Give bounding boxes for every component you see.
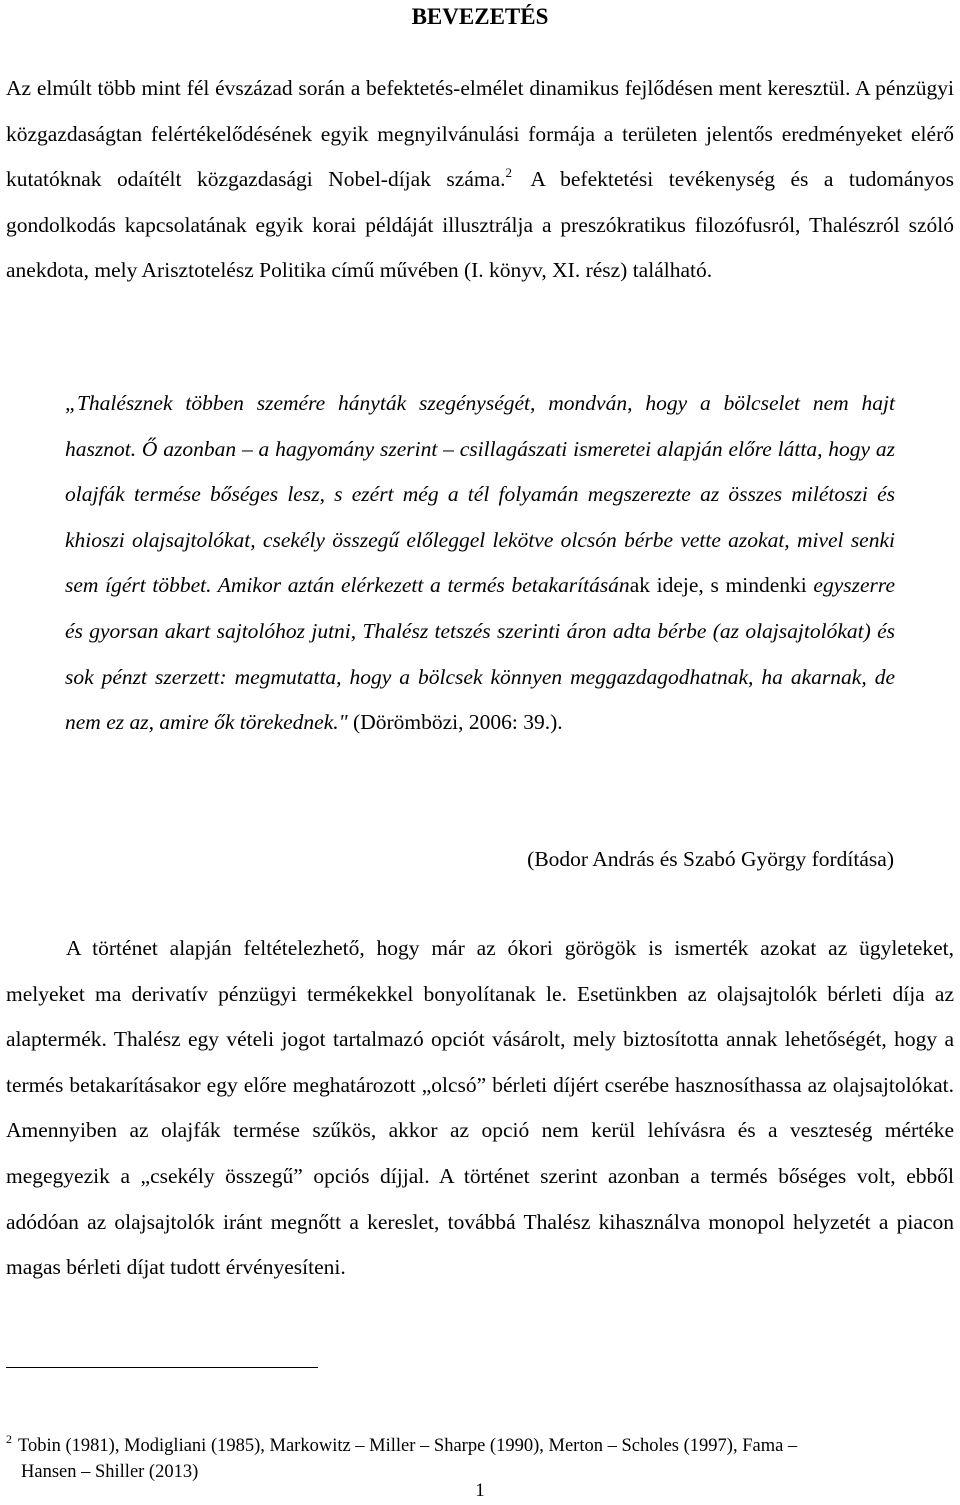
chapter-heading: BEVEZETÉS xyxy=(411,4,549,29)
quote-citation: (Dörömbözi, 2006: 39.). xyxy=(347,710,563,735)
quote-italic-part-1: „Thalésznek többen szemére hányták szegénységét, mondván, hogy a bölcselet nem hajt hasznot. Ő azonban – a hagyomány szerint – csillagászati ismeretei alapján előre látta, hogy az olajfák termése bőséges lesz, s ezért még a tél folyamán megszerezte az összes milétoszi és khioszi olajsajtolókat, csekély összegű előleggel lekötve olcsón bérbe vette azokat, mivel senki sem ígért többet. Amikor aztán elérkezett a termés betakarításán xyxy=(65,391,895,598)
footnote-separator xyxy=(6,1367,318,1368)
intro-text-part-1: Az elmúlt több mint fél évszázad során a befektetés-elmélet dinamikus fejlődésen ment keresztül. A pénzügyi közgazdaságtan felértékelődésének egyik megnyilvánulási formája a területen jelentős eredményeket elérő kutatóknak odaítélt közgazdasági Nobel-díjak száma. xyxy=(6,76,954,192)
footnote-mark: 2 xyxy=(6,1432,12,1446)
page-number: 1 xyxy=(475,1480,485,1501)
quote-roman-part: ak ideje, s mindenki xyxy=(629,573,807,598)
intro-paragraph xyxy=(6,66,954,294)
translation-attribution: (Bodor András és Szabó György fordítása) xyxy=(527,847,894,871)
intro-text-part-2: A befektetési tevékenység és a tudományos gondolkodás kapcsolatának egyik korai példáját illusztrálja a preszókratikus filozófusról, Thalészról szóló anekdota, mely Arisztotelész Politika című művében (I. könyv, XI. rész) található. xyxy=(6,167,954,283)
block-quote xyxy=(65,381,895,746)
footnote-line-2: Hansen – Shiller (2013) xyxy=(21,1462,199,1482)
body-paragraph: A történet alapján feltételezhető, hogy már az ókori görögök is ismerték azokat az ügyleteket, melyeket ma derivatív pénzügyi termékekkel bonyolítanak le. Esetünkben az olajsajtolók bérleti díja az alaptermék. Thalész egy vételi jogot tartalmazó opciót vásárolt, mely biztosította annak lehetőségét, hogy a termés betakarításakor egy előre meghatározott „olcsó” bérleti díjért cserébe hasznosíthassa az olajsajtolókat. Amennyiben az olajfák termése szűkös, akkor az opció nem kerül lehívásra és a veszteség mértéke megegyezik a „csekély összegű” opciós díjjal. A történet szerint azonban a termés bőséges volt, ebből adódóan az olajsajtolók iránt megnőtt a kereslet, továbbá Thalész kihasználva monopol helyzetét a piacon magas bérleti díjat tudott érvényesíteni. xyxy=(6,936,954,1280)
footnote xyxy=(6,1426,954,1485)
quote-italic-part-2: egyszerre és gyorsan akart sajtolóhoz jutni, Thalész tetszés szerinti áron adta bérbe (az olajsajtolókat) és sok pénzt szerzett: megmutatta, hogy a bölcsek könnyen meggazdagodhatnak, ha akarnak, de nem ez az, amire ők törekednek." xyxy=(65,573,895,735)
footnote-reference[interactable]: 2 xyxy=(505,165,513,181)
footnote-line-1: Tobin (1981), Modigliani (1985), Markowitz – Miller – Sharpe (1990), Merton – Scholes (1997), Fama – xyxy=(18,1436,798,1456)
